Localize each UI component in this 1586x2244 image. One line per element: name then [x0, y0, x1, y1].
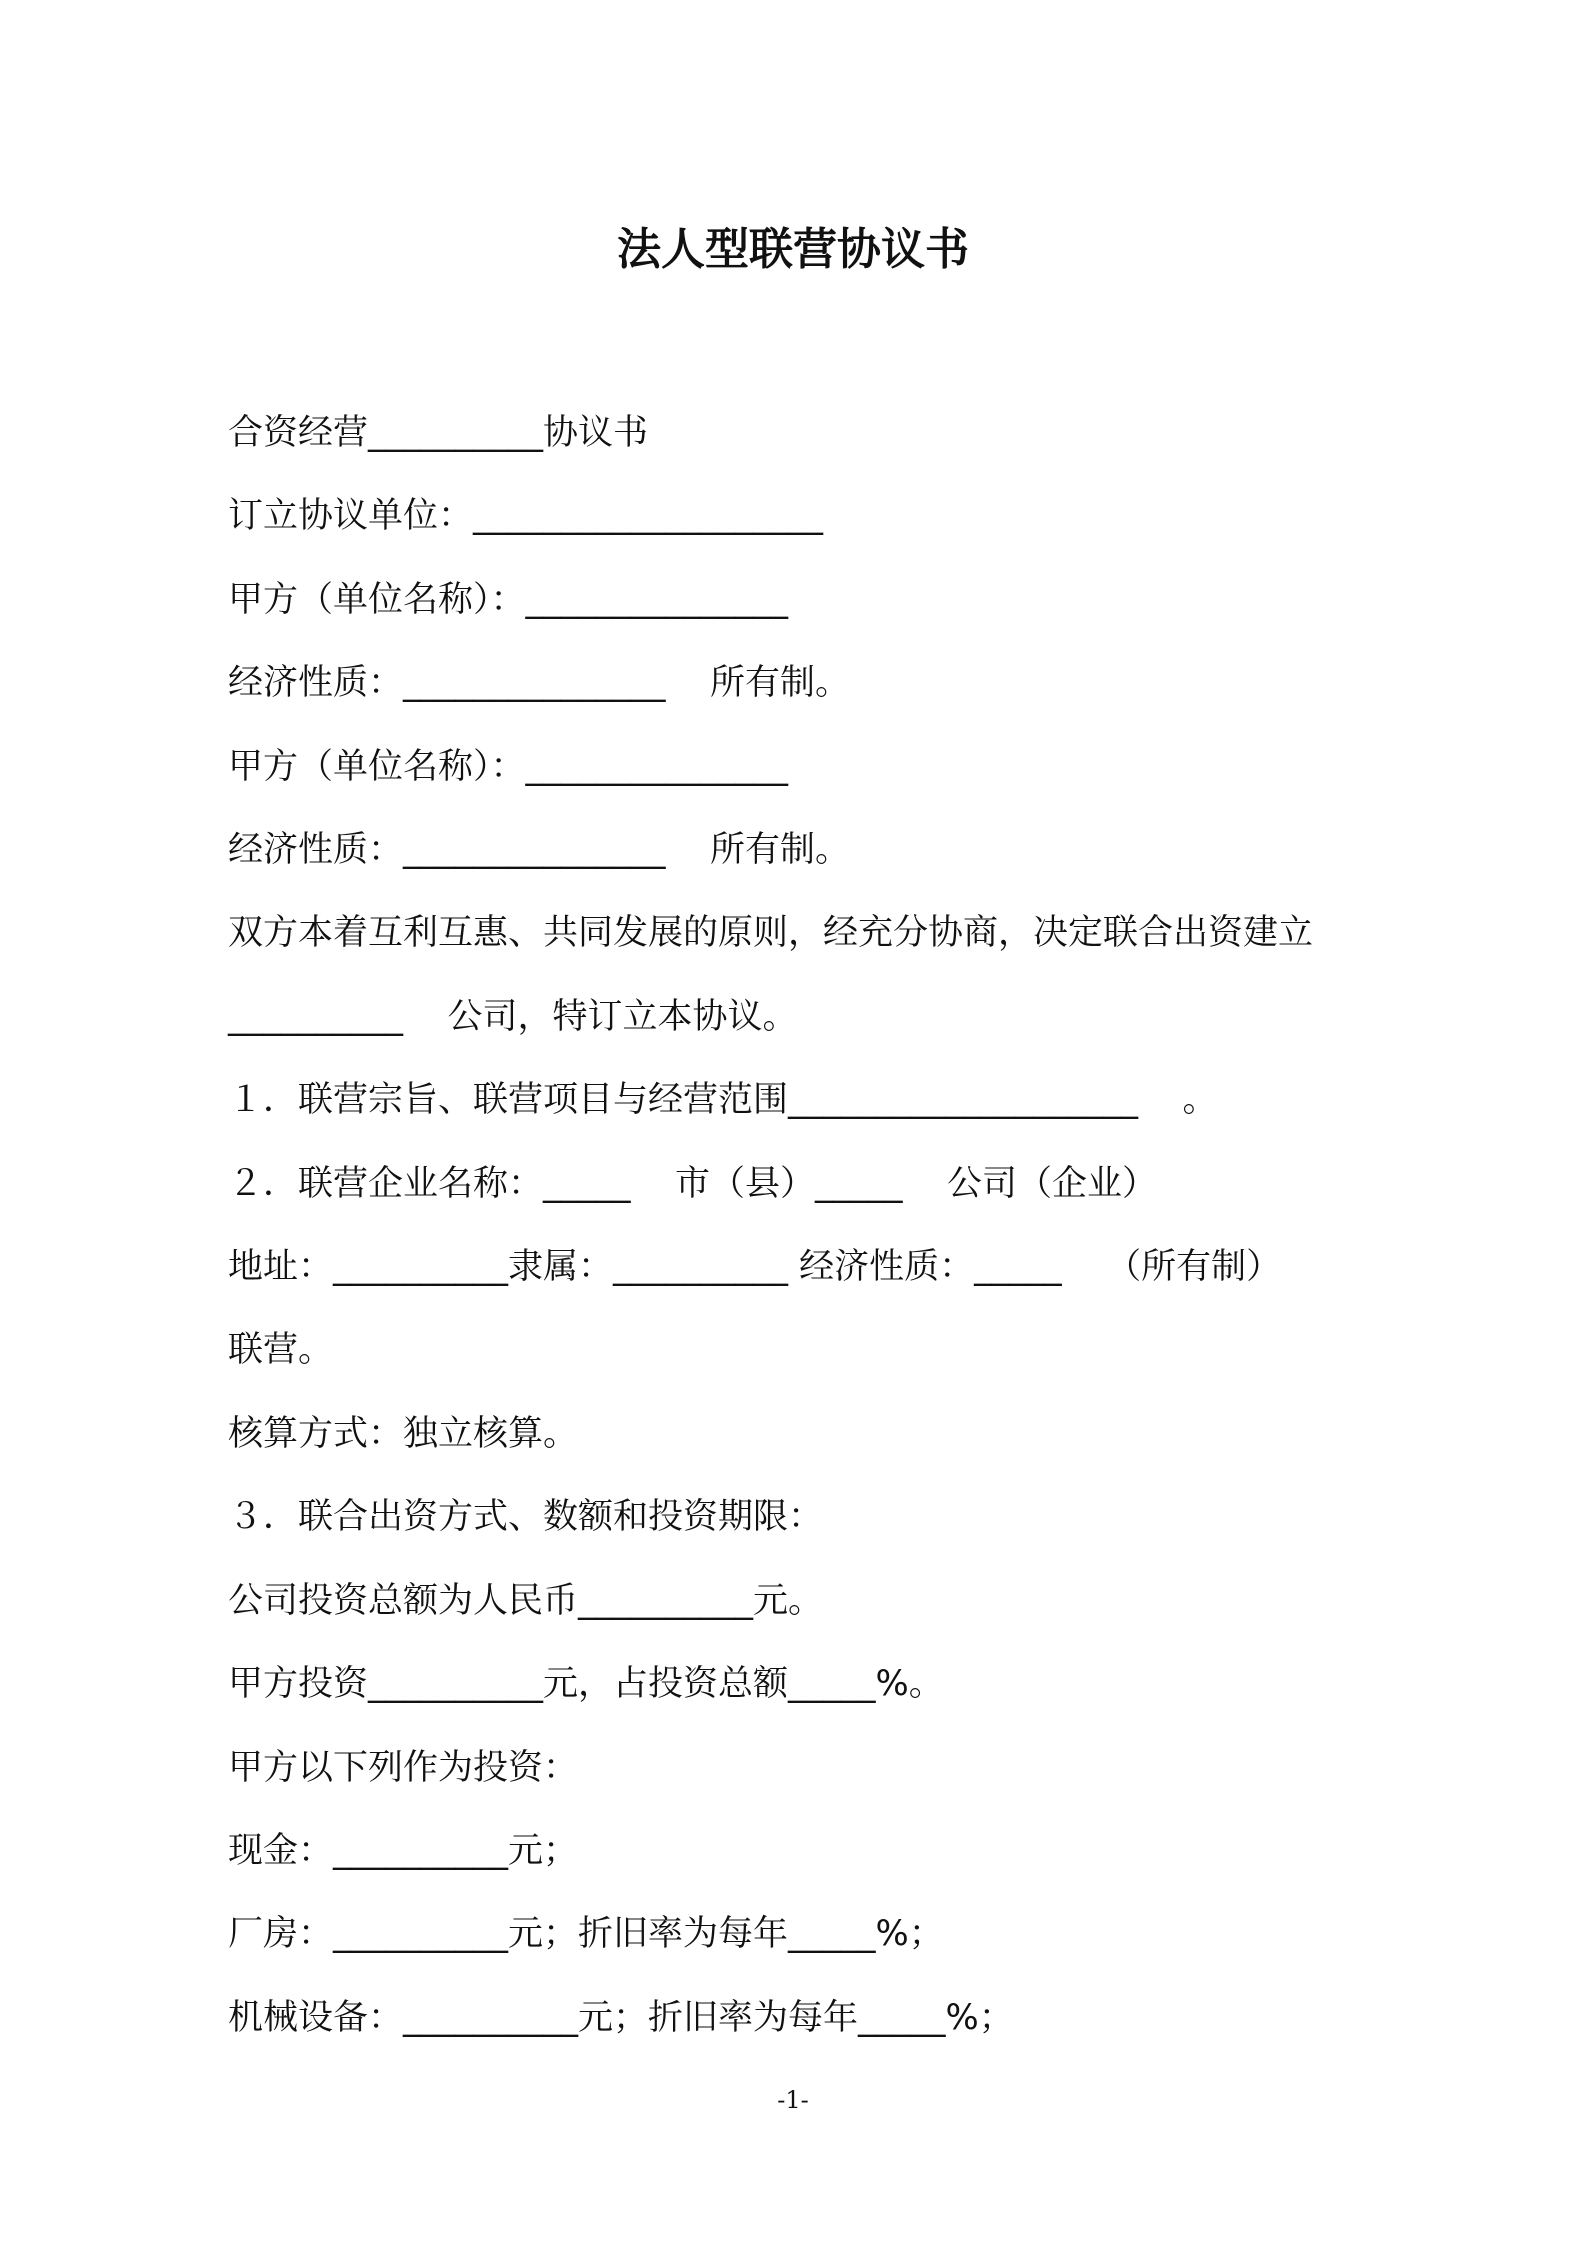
text-line-clause-3: ３．联合出资方式、数额和投资期限：	[228, 1497, 824, 1537]
text-line-preamble: 双方本着互利互惠、共同发展的原则，经充分协商，决定联合出资建立	[228, 913, 1314, 953]
text-line-machinery: 机械设备：__________元；折旧率为每年_____%；	[228, 1998, 1014, 2038]
page-number: -1-	[777, 2086, 809, 2114]
text-line-party-b-name: 甲方（单位名称）：_______________	[228, 747, 789, 787]
text-line-party-a-name: 甲方（单位名称）：_______________	[228, 580, 789, 620]
text-line-party-a-investment: 甲方投资__________元，占投资总额_____%。	[228, 1664, 944, 1704]
text-line-clause-1: １．联营宗旨、联营项目与经营范围____________________ 。	[228, 1080, 1218, 1120]
document-title: 法人型联营协议书	[617, 224, 969, 275]
text-line-accounting-method: 核算方式：独立核算。	[228, 1414, 579, 1454]
text-line-party-b-ownership: 经济性质：_______________ 所有制。	[228, 830, 851, 870]
text-line-address: 地址：__________隶属：__________ 经济性质：_____ （所有制）	[228, 1247, 1282, 1287]
text-line-party-a-ownership: 经济性质：_______________ 所有制。	[228, 663, 851, 703]
text-line-clause-2: ２．联营企业名称：_____ 市（县）_____ 公司（企业）	[228, 1164, 1158, 1204]
text-line-joint-venture: 联营。	[228, 1330, 334, 1370]
text-line-investment-forms: 甲方以下列作为投资：	[228, 1748, 579, 1788]
text-line-preamble-continued: __________ 公司，特订立本协议。	[228, 997, 798, 1037]
text-line-contracting-units: 订立协议单位：____________________	[228, 496, 824, 536]
text-line-contract-name: 合资经营__________协议书	[228, 413, 649, 453]
text-line-cash: 现金：__________元；	[228, 1831, 579, 1871]
text-line-total-investment: 公司投资总额为人民币__________元。	[228, 1581, 824, 1621]
text-line-factory: 厂房：__________元；折旧率为每年_____%；	[228, 1914, 944, 1954]
